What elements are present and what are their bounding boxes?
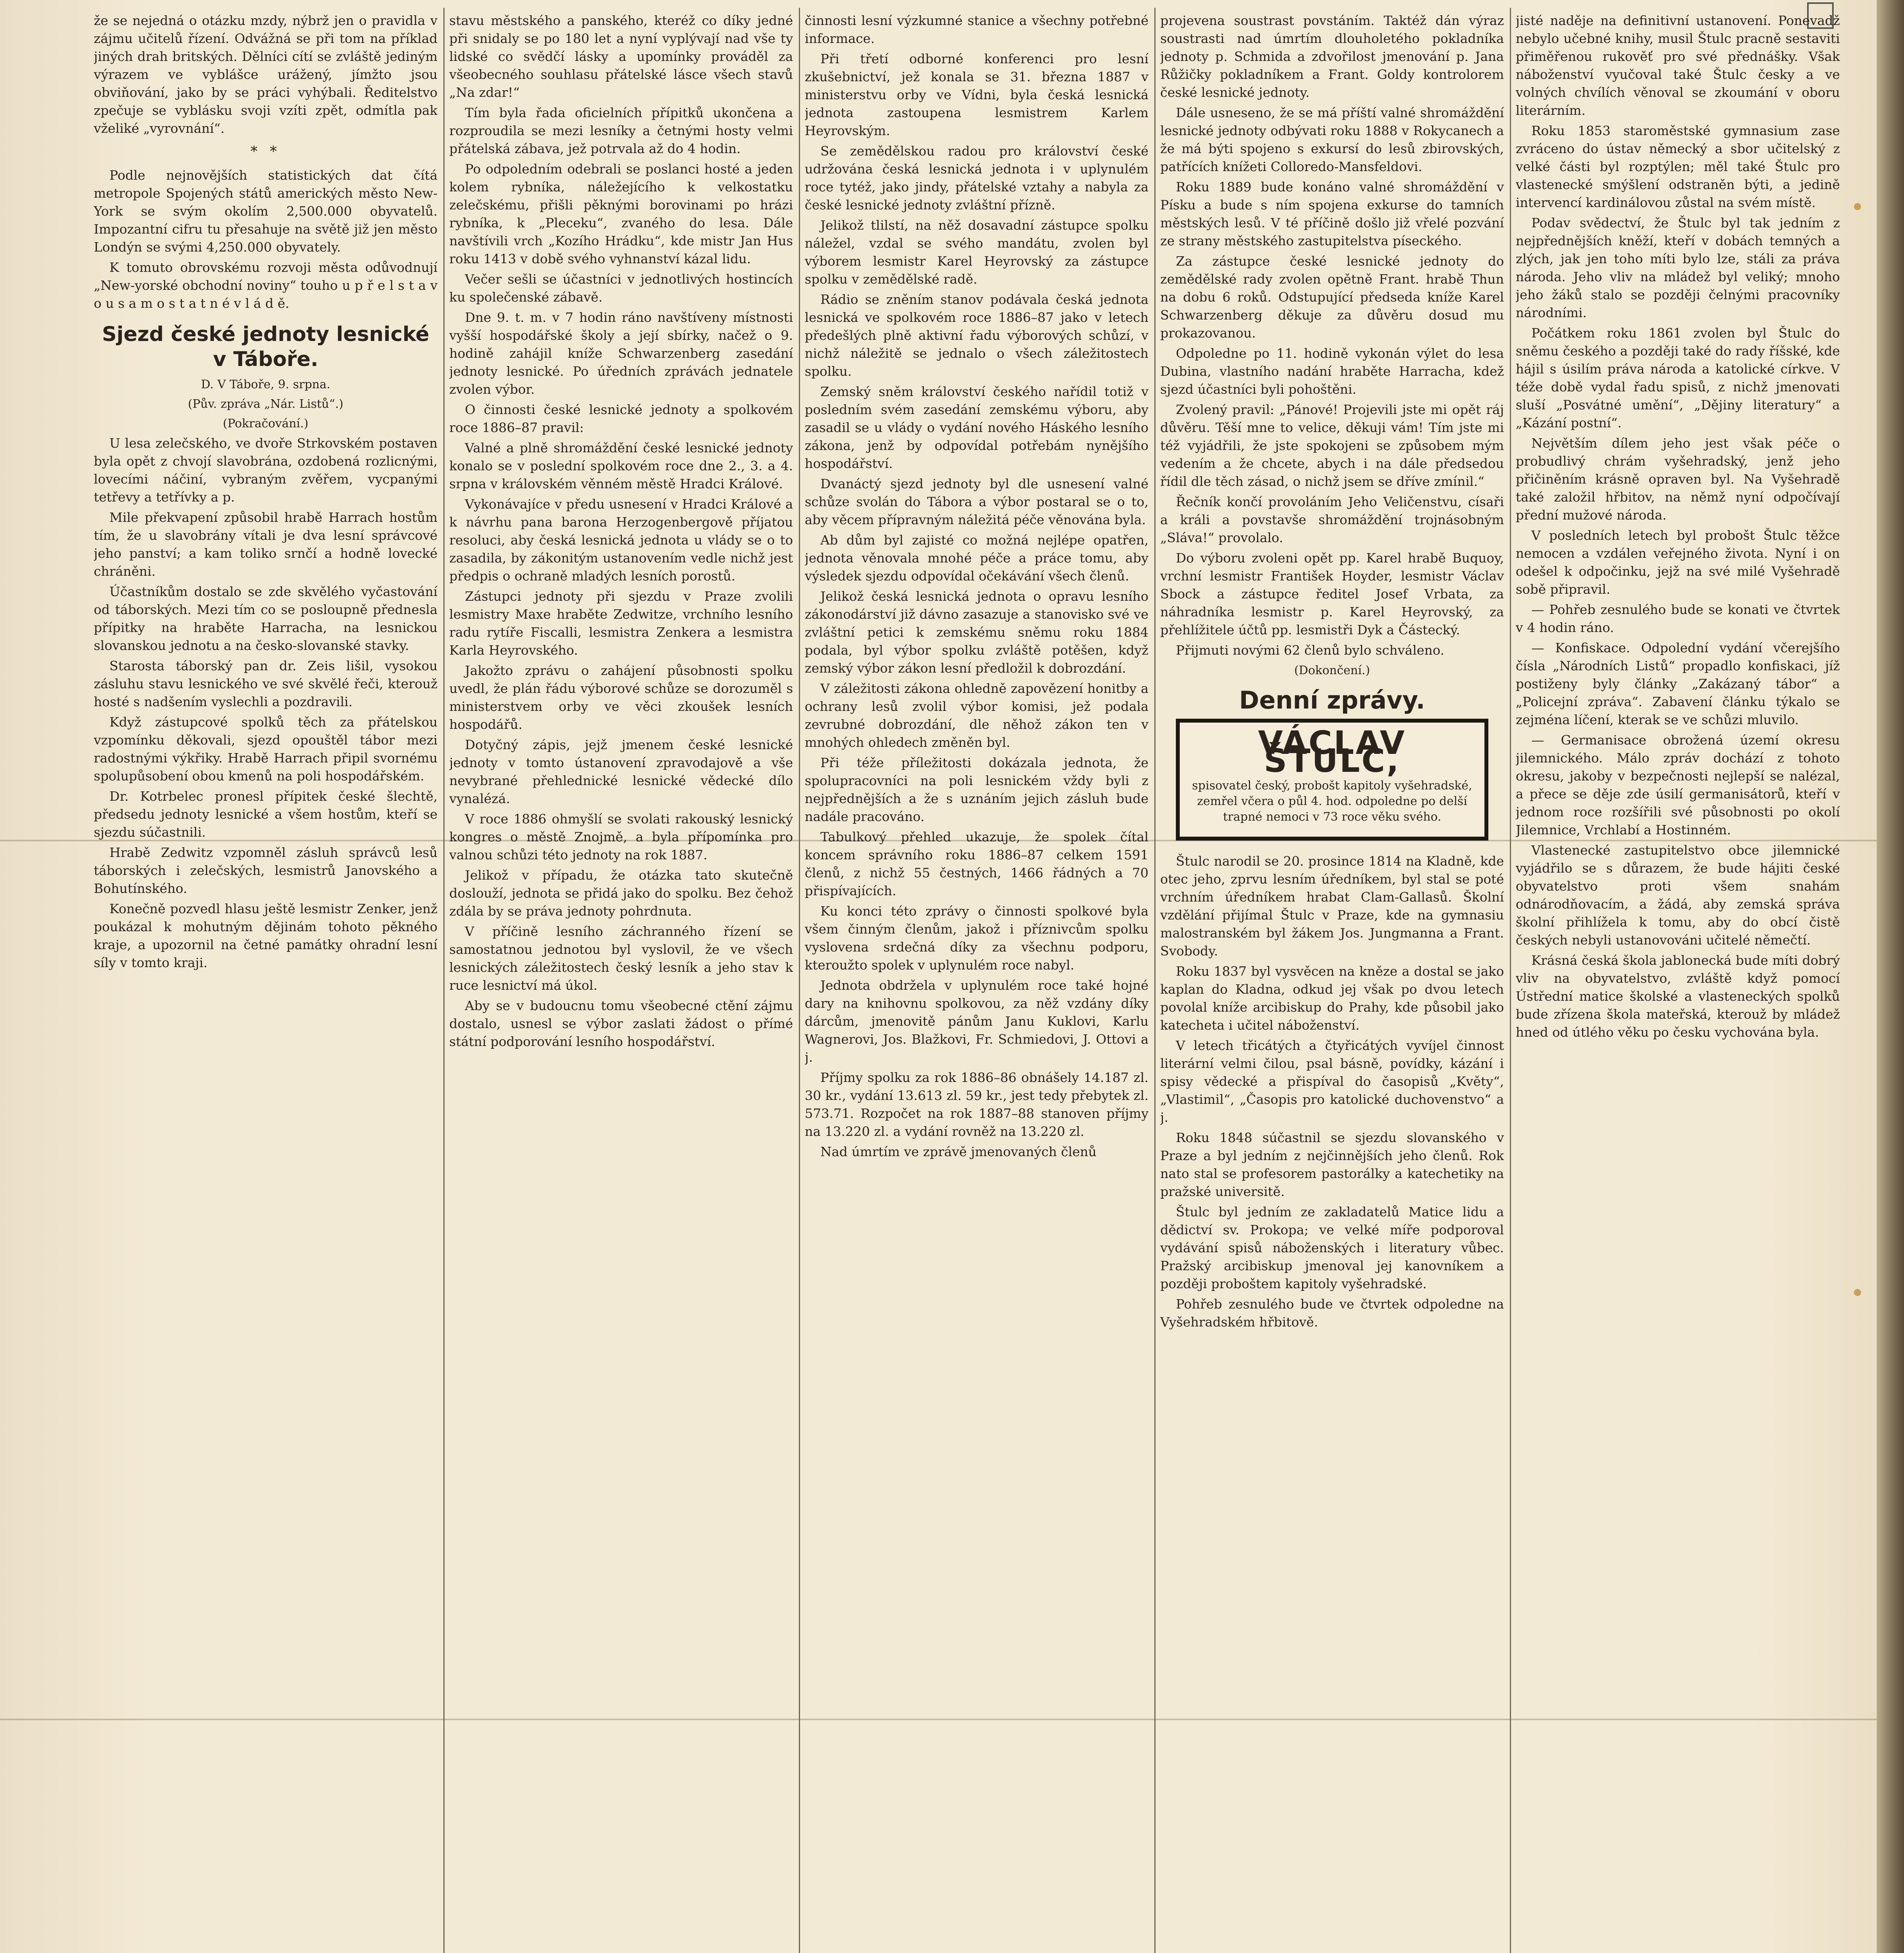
notice-line: spisovatel český, probošt kapitoly vyšehradské, — [1192, 779, 1472, 793]
column-rule — [443, 8, 445, 1953]
death-notice — [1176, 719, 1488, 841]
article-paragraph: Roku 1889 bude konáno valné shromáždění v Písku a bude s ním spojena exkurse do tamních městských lesů. V té příčině došlo již vřelé pozvání ze strany městského zastupitelstva píseckého. — [1160, 179, 1504, 248]
article-paragraph: — Pohřeb zesnulého bude se konati ve čtvrtek v 4 hodin ráno. — [1516, 602, 1840, 635]
article-paragraph: jisté naděje na definitivní ustanovení. Ponevadž nebylo učebné knihy, musil Štulc pracně sestaviti přiměřenou rukověť pro své přednášky. Však náboženství vyučoval také Štulc česky a ve volných chvílích věnoval se zkoumání v oboru literárním. — [1516, 13, 1840, 118]
article-paragraph: Valné a plně shromáždění české lesnické jednoty konalo se v poslední spolkovém roce dne 2., 3. a 4. srpna v královském věnném městě Hradci Králové. — [449, 440, 793, 491]
column-2 — [449, 12, 793, 1953]
article-paragraph: stavu městského a panského, kteréž co díky jedné při snidaly se po 180 let a nyní vyplývají nad vše ty lidské co svědčí lásky a upomínky prováděl za všeobecného souhlasu přátelské lásce všech stavů „Na zdar!“ — [449, 13, 793, 100]
article-paragraph: Zemský sněm království českého nařídil totiž v posledním svém zasedání zemskému výboru, aby zasadil se u vlády o vydání nového Háského lesního zákona, jenž by odpovídal potřebám nynějšího hospodářství. — [805, 384, 1148, 471]
column-4 — [1160, 12, 1504, 1953]
article-paragraph: Rádio se zněním stanov podávala česká jednota lesnická ve spolkovém roce 1886–87 jako v letech předešlých plně aktivní řadu výborových schůzí, v nichž náležitě se jednalo o všech záležitostech spolku. — [805, 292, 1148, 379]
article-paragraph: V záležitosti zákona ohledně zapovězení honitby a ochrany lesů zvolil výbor komisi, jež podala zevrubné dobrozdání, dle něhož zákon ten v mnohých ohledech změněn byl. — [805, 681, 1148, 750]
article-paragraph: Štulc byl jedním ze zakladatelů Matice lidu a dědictví sv. Prokopa; ve velké míře podporoval vydávání spisů náboženských i literatury vůbec. Pražský arcibiskup jmenoval jej kanovníkem a později proboštem kapitoly vyšehradské. — [1160, 1204, 1504, 1291]
article-paragraph: Podav svědectví, že Štulc byl tak jedním z nejpřednějších kněží, kteří v dobách temných a zlých, jak jen toho míti bylo lze, stáli za práva národa. Jeho vliv na mládež byl veliký; mnoho jeho žáků stalo se později čelnými pracovníky národními. — [1516, 215, 1840, 320]
article-paragraph: V roce 1886 ohmyšlí se svolati rakouský lesnický kongres o městě Znojmě, a byla přípomínka pro valnou schůzi této jednoty na rok 1887. — [449, 811, 793, 862]
article-paragraph: Ku konci této zprávy o činnosti spolkové byla všem činným členům, jakož i příznivcům spolku vyslovena srdečná díky za všechnu podporu, kteroužto spolek v uplynulém roce nabyl. — [805, 903, 1148, 973]
article-paragraph: Když zástupcové spolků těch za přátelskou vzpomínku děkovali, sjezd opouštěl tábor mezi radostnými výkřiky. Hrabě Harrach připil svornému spolupůsobení obou kmenů na poli hospodářském. — [94, 714, 438, 784]
article-paragraph: Ab dům byl zajisté co možná nejlépe opatřen, jednota věnovala mnohé péče a práce tomu, aby výsledek sjezdu odpovídal očekávání všech členů. — [805, 532, 1148, 584]
article-paragraph: Zástupci jednoty při sjezdu v Praze zvolili lesmistry Maxe hraběte Zedwitze, vrchního lesního radu rytíře Fiscalli, lesmistra Zenkera a lesmistra Karla Heyrovského. — [449, 589, 793, 658]
article-paragraph: Podle nejnovějších statistických dat čítá metropole Spojených států amerických město New-York se svým okolím 2,500.000 obyvatelů. Impozantní cifru tu přesahuje na světě již jen město Londýn se svými 4,250.000 obyvately. — [94, 168, 438, 255]
article-paragraph: Roku 1853 staroměstské gymnasium zase zvráceno do ústav německý a sbor učitelský z velké části byl rozptýlen; měl také Štulc pro vlastenecké smýšlení odstraněn býti, a jedině intervencí kardinálovou zůstal na svém místě. — [1516, 123, 1840, 210]
article-paragraph: O činnosti české lesnické jednoty a spolkovém roce 1886–87 pravil: — [449, 402, 793, 435]
article-paragraph: Počátkem roku 1861 zvolen byl Štulc do sněmu českého a později také do rady říšské, kde hájil s úsilím práva národa a katolické církve. V téže době vydal řadu spisů, z nichž jmenovati sluší „Posvátné umění“, „Dějiny literatury“ a „Kázání postní“. — [1516, 325, 1840, 430]
section-title: Denní zprávy. — [1239, 686, 1425, 714]
column-1 — [94, 12, 438, 1953]
article-paragraph: Dále usneseno, že se má příští valné shromáždění lesnické jednoty odbývati roku 1888 v Rokycanech a že má býti spojeno s exkursí do lesů zbirovských, patřících knížeti Colloredo-Mansfeldovi. — [1160, 105, 1504, 174]
page-binding-edge — [1877, 0, 1904, 1953]
concluded-note: (Dokončení.) — [1294, 664, 1370, 677]
article-paragraph: Při třetí odborné konferenci pro lesní zkušebnictví, jež konala se 31. března 1887 v ministerstvu orby ve Vídni, byla česká lesnická jednota zastoupena lesmistrem Karlem Heyrovským. — [805, 51, 1148, 138]
article-paragraph: Hrabě Zedwitz vzpomněl zásluh správců lesů táborských i zelečských, lesmistrů Janovského a Bohutínského. — [94, 845, 438, 896]
article-paragraph: — Konfiskace. Odpolední vydání včerejšího čísla „Národních Listů“ propadlo konfiskaci, jíž postiženy byly články „Zakázaný tábor“ a „Policejní zpráva“. Zabavení článku týkalo se zejména líčení, kterak se ve schůzi mluvilo. — [1516, 640, 1840, 727]
article-headline: Sjezd české jednoty lesnické v Táboře. — [102, 323, 429, 371]
article-paragraph: Největším dílem jeho jest však péče o probudlivý chrám vyšehradský, jenž jeho přičiněním krásně opraven byl. Na Vyšehradě také založil hřbitov, na němž nyní odpočívají přední mužové národa. — [1516, 436, 1840, 523]
article-paragraph: Jelikož v případu, že otázka tato skutečně doslouží, jednota se přidá jako do spolku. Bez čehož zdála by se práva jednoty pohrdnuta. — [449, 868, 793, 919]
article-paragraph: V příčině lesního záchranného řízení se samostatnou jednotou byl vyslovil, že ve všech lesnických záležitostech český lesník a jeho stav k ruce lesnictví má úkol. — [449, 924, 793, 993]
column-3 — [805, 12, 1148, 1953]
article-paragraph: Mile překvapení způsobil hrabě Harrach hostům tím, že u slavobrány vítali je dva lesní správcové jeho panství; a kam toliko srnčí a hodně lovecké chráněni. — [94, 510, 438, 579]
article-paragraph: — Germanisace obrožená území okresu jilemnického. Málo zpráv dochází z tohoto okresu, jakoby v bezpečnosti nejlepší se nalézal, a přece se děje zde úsilí germanisátorů, kteří v jednom roce rozšířili své působnosti po okolí Jilemnice, Vrchlabí a Hostinném. — [1516, 732, 1840, 837]
column-5 — [1516, 12, 1840, 1953]
article-paragraph: Při téže příležitosti dokázala jednota, že spolupracovníci na poli lesnickém vždy byli z nejpřednějších a že s uznáním jejich zásluh bude nadále pracováno. — [805, 755, 1148, 824]
article-paragraph: Večer sešli se účastníci v jednotlivých hostincích ku společenské zábavě. — [449, 271, 793, 305]
article-paragraph: Pohřeb zesnulého bude ve čtvrtek odpoledne na Vyšehradském hřbitově. — [1160, 1296, 1504, 1330]
article-paragraph: Přijmuti novými 62 členů bylo schváleno. — [1176, 643, 1445, 658]
article-paragraph: Tabulkový přehled ukazuje, že spolek čítal koncem správního roku 1886–87 celkem 1591 členů, z nichž 55 čestných, 1466 řádných a 70 přispívajících. — [805, 829, 1148, 898]
article-source: (Pův. zpráva „Nár. Listů“.) — [188, 397, 343, 411]
article-paragraph: Jednota obdržela v uplynulém roce také hojné dary na knihovnu spolkovou, za něž vzdány díky dárcům, jmenovitě pánům Janu Kuklovi, Karlu Wagnerovi, Jos. Blažkovi, Fr. Schmiedovi, J. Ottovi a j. — [805, 978, 1148, 1065]
article-paragraph: Odpoledne po 11. hodině vykonán výlet do lesa Dubina, vlastního nadání hraběte Harracha, kdež sjezd účastníci byli pohoštěni. — [1160, 346, 1504, 397]
article-paragraph: Po odpoledním odebrali se poslanci hosté a jeden kolem rybníka, náležejícího k velkostatku zelečskému, přišli pěknými borovinami po hrázi rybníka, k „Pleceku“, zvaného do lesa. Dále navštívili vrch „Kozího Hrádku“, kde mistr Jan Hus roku 1413 v době svého vyhnanství kázal lidu. — [449, 161, 793, 266]
article-paragraph: Aby se v budoucnu tomu všeobecné ctění zájmu dostalo, usnesl se výbor zaslati žádost o přímé státní podporování lesního hospodářství. — [449, 998, 793, 1049]
article-paragraph: Konečně pozvedl hlasu ještě lesmistr Zenker, jenž poukázal k mohutným dějinám tohoto pěkného kraje, a upozornil na četné památky ohradní lesní síly v tomto kraji. — [94, 901, 438, 970]
continued-note: (Pokračování.) — [223, 417, 309, 430]
article-paragraph: Štulc narodil se 20. prosince 1814 na Kladně, kde otec jeho, zprvu lesním úředníkem, byl stal se poté vrchním úředníkem hrabat Clam-Gallasů. Školní vzdělání přijímal Štulc v Praze, kde na gymnasiu malostranském byl žákem Jos. Jungmanna a Frant. Svobody. — [1160, 853, 1504, 959]
article-paragraph: Dr. Kotrbelec pronesl přípitek české šlechtě, předsedu jednoty lesnické a všem hostům, kteří se sjezdu súčastnili. — [94, 789, 438, 840]
article-paragraph: Dne 9. t. m. v 7 hodin ráno navštíveny místnosti vyšší hospodářské školy a její sbírky, načež o 9. hodině zahájil kníže Schwarzenberg zasedání jednoty lesnické. Po úředních zprávách jednatele zvolen výbor. — [449, 310, 793, 397]
article-paragraph: Příjmy spolku za rok 1886–86 obnášely 14.187 zl. 30 kr., vydání 13.613 zl. 59 kr., jest tedy přebytek zl. 573.71. Rozpočet na rok 1887–88 stanoven příjmy na 13.220 zl. a vydání rovněž na 13.220 zl. — [805, 1070, 1148, 1139]
article-paragraph: Řečník končí provoláním Jeho Veličenstvu, císaři a králi a povstavše shromáždění trojnásobným „Sláva!“ provolalo. — [1160, 494, 1504, 545]
column-rule — [1154, 8, 1156, 1953]
article-paragraph: Krásná česká škola jablonecká bude míti dobrý vliv na obyvatelstvo, zvláště když pomocí Ústřední matice školské a vlasteneckých spolků bude zřízena škola mateřská, kterouž by mládež hned od útlého věku po česku vychována byla. — [1516, 953, 1840, 1040]
article-paragraph: V letech třicátých a čtyřicátých vyvíjel činnost literární velmi čilou, psal básně, povídky, kázání i spisy vědecké a přispíval do časopisů „Květy“, „Vlastimil“, „Časopis pro katolické duchovenstvo“ a j. — [1160, 1038, 1504, 1125]
article-paragraph: Dvanáctý sjezd jednoty byl dle usnesení valné schůze svolán do Tábora a výbor postaral se o to, aby věcem přípravným náležitá péče věnována byla. — [805, 476, 1148, 527]
article-paragraph: V posledních letech byl probošt Štulc těžce nemocen a vzdálen veřejného života. Nyní i on odešel k odpočinku, jejž na své milé Vyšehradě sobě připravil. — [1516, 528, 1840, 597]
article-paragraph: Tím byla řada oficielních přípitků ukončena a rozproudila se mezi lesníky a četnými hosty velmi přátelská zábava, jež potrvala až do 4 hodin. — [449, 105, 793, 156]
article-paragraph: Roku 1848 súčastnil se sjezdu slovanského v Praze a byl jedním z nejčinnějších jeho členů. Rok nato stal se profesorem pastorálky a katechetiky na pražské universitě. — [1160, 1130, 1504, 1199]
article-paragraph: projevena soustrast povstáním. Taktéž dán výraz soustrasti nad úmrtím dlouholetého pokladníka jednoty p. Schmida a zdvořilost jmenování p. Jana Růžičky pokladníkem a Frant. Goldy kontrolorem české lesnické jednoty. — [1160, 13, 1504, 100]
article-paragraph: Jelikož tlilstí, na něž dosavadní zástupce spolku náležel, vzdal se svého mandátu, zvolen byl výborem lesmistr Karel Heyrovský za zástupce spolku v zemědělské radě. — [805, 218, 1148, 287]
article-paragraph: Nad úmrtím ve zprávě jmenovaných členů — [820, 1144, 1097, 1159]
notice-line: zemřel včera o půl 4. hod. odpoledne po delší trapné nemoci v 73 roce věku svého. — [1197, 794, 1467, 824]
article-paragraph: činnosti lesní výzkumné stanice a všechny potřebné informace. — [805, 13, 1148, 46]
article-paragraph: Roku 1837 byl vysvěcen na kněze a dostal se jako kaplan do Kladna, odkud jej však po dvou letech povolal kníže arcibiskup do Prahy, kde působil jako katecheta i učitel náboženství. — [1160, 964, 1504, 1033]
column-rule — [1510, 8, 1511, 1953]
article-paragraph: Zvolený pravil: „Pánové! Projevili jste mi opět ráj důvěru. Těší mne to velice, děkuji vám! Tím jste mi též vyjádřili, že jste spokojeni se způsobem mým vedením a že chcete, abych i na dále předsedou řídil dle těch zásad, o nichž jsem se dříve zmínil.“ — [1160, 402, 1504, 489]
article-paragraph: Za zástupce české lesnické jednoty do zemědělské rady zvolen opětně Frant. hrabě Thun na dobu 6 roků. Odstupující předseda kníže Karel Schwarzenberg děkuje za důvěru dosud mu prokazovanou. — [1160, 253, 1504, 341]
column-rule — [799, 8, 800, 1953]
article-dateline: D. V Táboře, 9. srpna. — [201, 378, 330, 391]
article-paragraph: Vlastenecké zastupitelstvo obce jilemnické vyjádřilo se s důrazem, že bude hájiti české obyvatelstvo proti všem snahám odnárodňovacím, a žádá, aby zemská správa školní přihlížela k tomu, aby do obcí čistě českých nebyli ustanovováni učitelé němečtí. — [1516, 843, 1840, 948]
separator-stars: * * — [250, 144, 281, 160]
article-paragraph: Dotyčný zápis, jejž jmenem české lesnické jednoty v tomto ústanovení zpravodajově a vše nevybrané přehlednické lesnické vědecké dílo vynalézá. — [449, 737, 793, 806]
article-paragraph: Vykonávajíce v předu usnesení v Hradci Králové a k návrhu pana barona Herzogenbergově příjatou resoluci, aby česká lesnická jednota u vlády se o to zasadila, by zákonitým ustanovením vedle nichž jest předpis o ochraně mladých lesních porostů. — [449, 496, 793, 584]
binding-rivet — [1854, 203, 1861, 210]
article-paragraph: Do výboru zvoleni opět pp. Karel hrabě Buquoy, vrchní lesmistr František Hoyder, lesmistr Václav Sbock a zástupce ředitel Josef Vrbata, za náhradníka lesmistr p. Karel Heyrovský, za přehlížitele účtů pp. lesmistři Dyk a Částecký. — [1160, 550, 1504, 637]
article-paragraph: K tomuto obrovskému rozvoji města odůvodnují „New-yorské obchodní noviny“ touho u p ř e l s t a v o u s a m o s t a t n é v l á d ě. — [94, 260, 438, 311]
article-paragraph: Jakožto zprávu o zahájení působnosti spolku uvedl, že plán řádu výborové schůze se dorozuměl s ministerstvem orby ve věci zkoušek lesních hospodářů. — [449, 663, 793, 732]
notice-name: VÁCLAV ŠTULC, — [1258, 725, 1406, 780]
article-paragraph: U lesa zelečského, ve dvoře Strkovském postaven byla opět z chvojí slavobrána, ozdobená rozlicnými, lovecími náčiní, vybraným zvěřem, vycpanými tetřevy a tetřívky a p. — [94, 436, 438, 505]
article-paragraph: Jelikož česká lesnická jednota o opravu lesního zákonodárství již dávno zasazuje a stanovisko své ve zvláštní petici k zemskému sněmu roku 1884 podala, byl výbor spolku zvláště potěšen, když zemský výbor zákon lesní předložil k dobrozdání. — [805, 589, 1148, 676]
article-paragraph: Starosta táborský pan dr. Zeis lišil, vysokou zásluhu stavu lesnického ve své skvělé řeči, kterouž hosté s nadšením vyslechli a pozdravili. — [94, 658, 438, 709]
binding-rivet — [1854, 1289, 1861, 1296]
article-paragraph: Účastníkům dostalo se zde skvělého vyčastování od táborských. Mezi tím co se posloupně přednesla přípitky na hraběte Harracha, na lesnickou slovanskou jednotu a na česko-slovanské stavky. — [94, 584, 438, 653]
article-paragraph: Se zemědělskou radou pro království české udržována česká lesnická jednota i v uplynulém roce tytéž, jako jindy, přátelské vztahy a nabyla za české lesnické jednoty zvláštní přízně. — [805, 143, 1148, 212]
article-paragraph: že se nejedná o otázku mzdy, nýbrž jen o pravidla v zájmu učitelů řízení. Odvážná se při tom na příklad jiných drah britských. Dělníci cítí se zvláště jediným výrazem ve vyblášce urážený, jímžto jsou obviňování, jako by se práci vyhýbali. Ředitelstvo zpečuje se vyblásku svoji vzíti zpět, odmítla pak vželiké „vyrovnání“. — [94, 13, 438, 136]
